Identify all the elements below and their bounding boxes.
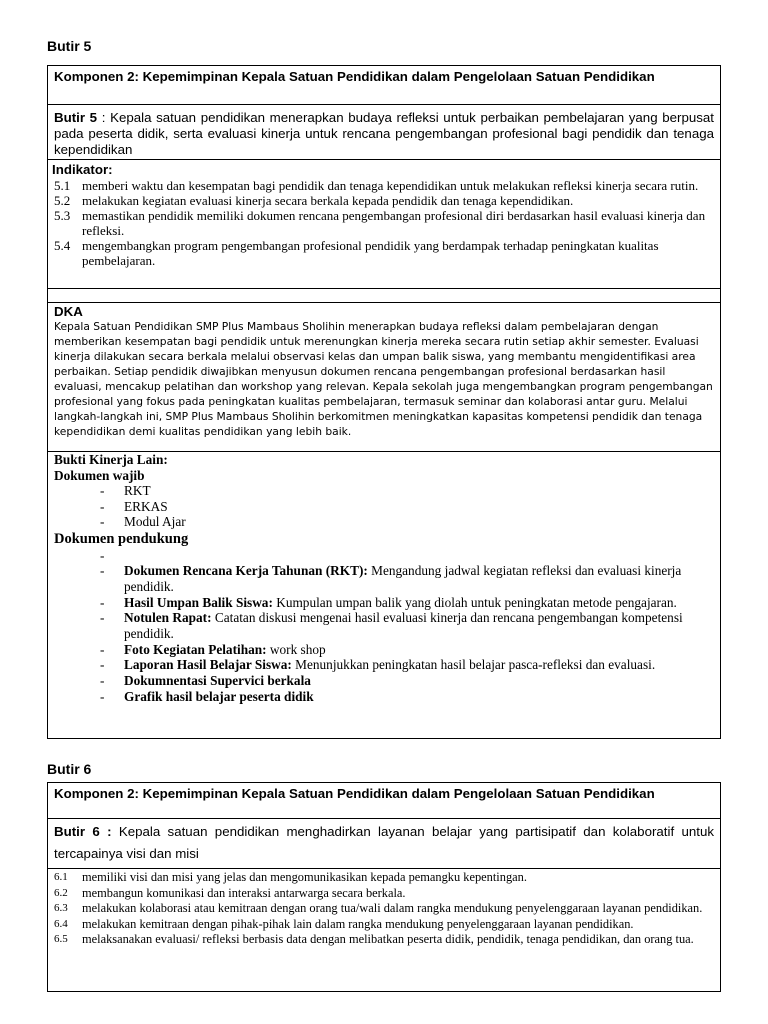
dash-bullet: - [100, 498, 105, 514]
indikator-text: membangun komunikasi dan interaksi antarwarga secara berkala. [82, 885, 406, 900]
list-item-text: work shop [266, 641, 326, 657]
section-title-butir-5: Butir 5 [47, 38, 92, 54]
indikator-number: 6.5 [54, 933, 68, 945]
indikator-text: melakukan kegiatan evaluasi kinerja secara berkala kepada pendidik dan tenaga kependidikan. [82, 193, 574, 208]
dka-text: Kepala Satuan Pendidikan SMP Plus Mambaus Sholihin menerapkan budaya refleksi dalam pembelajaran dengan memberikan kesempatan bagi pendidik untuk merenungkan kinerja mereka secara rutin setiap akhir semester. Evaluasi kinerja dilakukan secara berkala melalui observasi kelas dan umpan balik siswa, yang membantu mengidentifikasi area perbaikan. Setiap pendidik diwajibkan menyusun dokumen rencana pengembangan profesional berdasarkan hasil evaluasi, mencakup pelatihan dan workshop yang relevan. Kepala sekolah juga mengembangkan program pengembangan profesional yang fokus pada peningkatan kualitas pembelajaran, termasuk seminar dan kolaborasi antar guru. Melalui langkah-langkah ini, SMP Plus Mambaus Sholihin berkomitmen meningkatkan kapasitas kompetensi pendidik dan tenaga kependidikan demi kualitas pendidikan yang lebih baik. [54, 320, 713, 438]
indikator-text: melakukan kemitraan dengan pihak-pihak lain dalam rangka mendukung penyelenggaraan layanan pendidikan. [82, 916, 634, 931]
list-item-label: Hasil Umpan Balik Siswa: [124, 594, 273, 610]
indikator-number: 6.2 [54, 886, 68, 899]
indikator-number: 5.3 [54, 208, 71, 223]
komponen-heading: Komponen 2: Kepemimpinan Kepala Satuan Pendidikan dalam Pengelolaan Satuan Pendidikan [48, 66, 720, 105]
butir-description [48, 819, 720, 869]
indikator-item [52, 932, 714, 948]
indikator-text: melaksanakan evaluasi/ refleksi berbasis data dengan melibatkan peserta didik, pendidik, tenaga pendidikan, dan orang tua. [82, 932, 694, 946]
butir-text: Kepala satuan pendidikan menghadirkan layanan belajar yang partisipatif dan kolaboratif untuk tercapainya visi dan misi [54, 824, 714, 861]
indikator-number: 5.4 [54, 238, 71, 253]
bukti-kinerja-cell [48, 452, 720, 738]
indikator-item [52, 886, 714, 902]
list-item-text: Menunjukkan peningkatan hasil belajar pasca-refleksi dan evaluasi. [291, 657, 656, 673]
indikator-item [52, 208, 714, 238]
list-item-label: Dokumen Rencana Kerja Tahunan (RKT): [124, 563, 368, 579]
list-item-label: Foto Kegiatan Pelatihan: [124, 641, 267, 657]
list-item [54, 595, 714, 611]
butir-label: Butir 6 : [54, 824, 112, 839]
indikator-number: 6.1 [54, 871, 68, 883]
dash-bullet: - [100, 563, 105, 579]
indikator-item [52, 901, 714, 917]
indikator-number: 6.3 [54, 902, 68, 914]
list-item-label: Notulen Rapat: [124, 610, 212, 626]
butir-label: Butir 5 [54, 110, 98, 125]
section-title-butir-6: Butir 6 [47, 761, 92, 777]
indikator-number: 5.1 [54, 178, 71, 193]
indikator-heading: Indikator: [52, 162, 113, 177]
list-item [54, 689, 714, 705]
list-item [54, 499, 714, 515]
list-item-label: Dokumnentasi Supervici berkala [124, 673, 311, 689]
komponen-heading: Komponen 2: Kepemimpinan Kepala Satuan Pendidikan dalam Pengelolaan Satuan Pendidikan [48, 783, 720, 819]
indikator-item [52, 870, 714, 886]
dash-bullet: - [100, 657, 105, 673]
list-item-text: Modul Ajar [124, 514, 186, 529]
butir-separator: : [97, 110, 111, 125]
bukti-kinerja-title: Bukti Kinerja Lain: [54, 452, 168, 467]
dash-bullet: - [100, 688, 105, 704]
empty-row [48, 289, 720, 303]
list-item-text: Kumpulan umpan balik yang diolah untuk peningkatan metode pengajaran. [272, 594, 677, 610]
indikator-text: mengembangkan program pengembangan profesional pendidik yang berdampak terhadap peningkatan kualitas pembelajaran. [82, 238, 659, 268]
dash-bullet: - [100, 641, 105, 657]
dokumen-pendukung-title: Dokumen pendukung [54, 530, 189, 547]
butir-5-table [47, 65, 721, 739]
list-item [54, 610, 714, 641]
list-item-text: Mengandung jadwal kegiatan refleksi dan evaluasi kinerja pendidik. [124, 563, 682, 594]
dash-bullet: - [100, 483, 105, 498]
list-item [54, 548, 714, 564]
list-item-label: Laporan Hasil Belajar Siswa: [124, 657, 292, 673]
indikator-cell [48, 160, 720, 289]
dka-heading: DKA [54, 304, 83, 319]
butir-6-table [47, 782, 721, 992]
list-item [54, 514, 714, 530]
indikator-item [52, 193, 714, 208]
indikator-text: melakukan kolaborasi atau kemitraan dengan orang tua/wali dalam rangka mendukung penyelenggaraan layanan pendidikan. [82, 901, 703, 915]
dash-bullet: - [100, 594, 105, 610]
butir-description [48, 105, 720, 160]
indikator-item [52, 238, 714, 268]
dash-bullet: - [100, 610, 105, 626]
list-item [54, 563, 714, 594]
list-item-label: Grafik hasil belajar peserta didik [124, 688, 314, 704]
dokumen-pendukung-list [54, 548, 714, 705]
indikator-number: 6.4 [54, 917, 68, 930]
indikator-number: 5.2 [54, 193, 71, 208]
indikator-item [52, 178, 714, 193]
dash-bullet: - [100, 514, 105, 529]
list-item-text: ERKAS [124, 498, 168, 514]
list-item [54, 483, 714, 499]
dokumen-wajib-title: Dokumen wajib [54, 467, 145, 483]
indikator-text: memberi waktu dan kesempatan bagi pendidik dan tenaga kependidikan untuk melakukan refleksi kinerja secara rutin. [82, 178, 699, 193]
indikator-item [52, 917, 714, 933]
list-item-text: Catatan diskusi mengenai hasil evaluasi kinerja dan rencana pengembangan kompetensi pendidik. [124, 610, 683, 642]
list-item [54, 642, 714, 658]
dash-bullet: - [100, 547, 105, 563]
indikator-list [52, 178, 714, 268]
indikator-text: memiliki visi dan misi yang jelas dan mengomunikasikan kepada pemangku kepentingan. [82, 870, 527, 884]
butir-text: Kepala satuan pendidikan menerapkan budaya refleksi untuk perbaikan pembelajaran yang berpusat pada peserta didik, serta evaluasi kinerja untuk rencana pengembangan profesional bagi pendidik dan tenaga kependidikan [54, 110, 714, 157]
indikator-text: memastikan pendidik memiliki dokumen rencana pengembangan profesional diri berdasarkan hasil evaluasi kinerja dan refleksi. [82, 208, 706, 238]
indikator-cell [48, 869, 720, 991]
dokumen-wajib-list [54, 483, 714, 530]
indikator-list [52, 870, 714, 948]
list-item [54, 673, 714, 689]
dash-bullet: - [100, 673, 105, 689]
list-item [54, 657, 714, 673]
dka-cell [48, 303, 720, 452]
list-item-text: RKT [124, 483, 151, 498]
